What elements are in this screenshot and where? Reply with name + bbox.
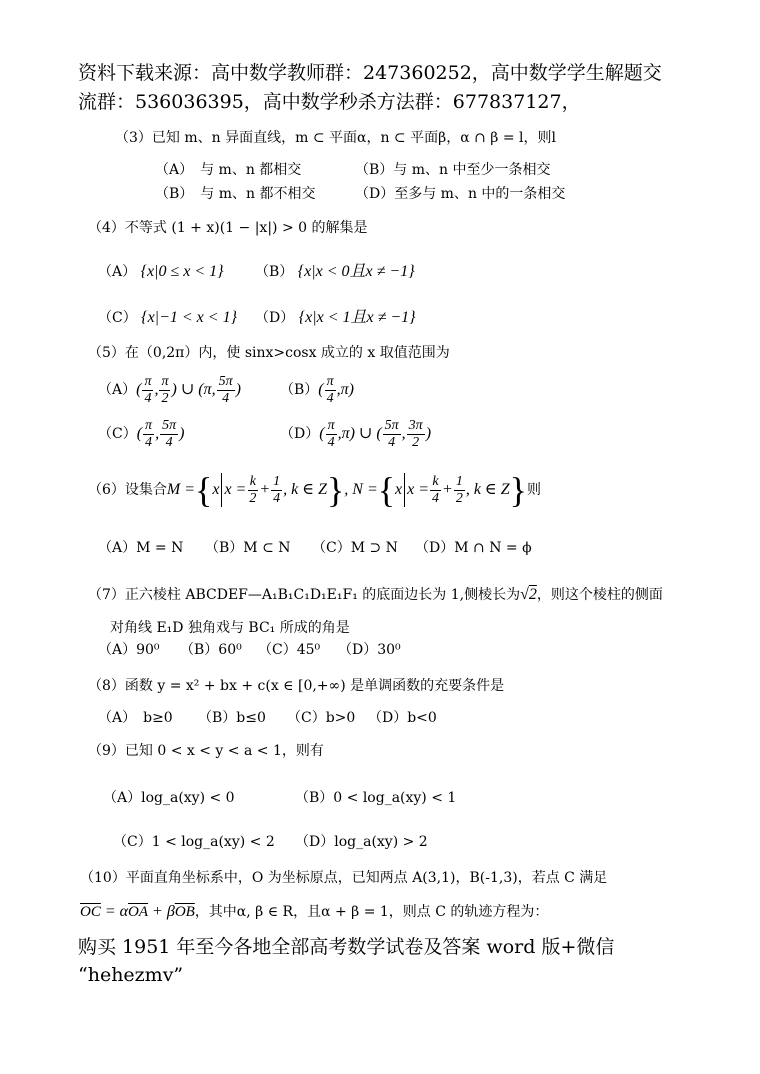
- q4-stem: （4）不等式 (1 + x)(1 − |x|) > 0 的解集是: [88, 220, 368, 236]
- q5-stem: （5）在（0,2π）内，使 sinx>cosx 成立的 x 取值范围为: [88, 345, 450, 361]
- q7-option-c: （C）45⁰: [258, 642, 321, 658]
- q3-option-d: （D）至多与 m、n 中的一条相交: [355, 186, 566, 202]
- q5-option-a: （A）( $\frac{\pi}{4}$ , $\frac{\pi}{2}$ ) ∪ (π, $\frac{5\pi}{4}$ ): [98, 373, 241, 406]
- q6-option-c: （C）M ⊃ N: [312, 540, 398, 556]
- q6-option-a: （A）M = N: [98, 540, 184, 556]
- q6-option-d: （D）M ∩ N = ϕ: [415, 540, 532, 556]
- header-line-2: 流群：536036395，高中数学秒杀方法群：677837127，: [78, 91, 581, 113]
- q6-option-b: （B）M ⊂ N: [205, 540, 291, 556]
- fraction: $\frac{k}{2}$: [249, 473, 257, 506]
- q6-stem-tail: 则: [526, 482, 541, 498]
- q7-option-b: （B）60⁰: [180, 642, 242, 658]
- fraction: $\frac{5\pi}{4}$: [162, 417, 177, 450]
- q8-option-c: （C）b>0: [287, 710, 356, 726]
- q5-option-a-label: （A）: [98, 382, 137, 398]
- fraction: $\frac{1}{4}$: [273, 473, 281, 506]
- q5-option-b: （B）( $\frac{\pi}{4}$ ,π): [280, 373, 354, 406]
- fraction: $\frac{\pi}{2}$: [161, 373, 169, 406]
- q10-stem: （10）平面直角坐标系中，O 为坐标原点，已知两点 A(3,1)，B(-1,3)，若点 C 满足: [80, 870, 608, 886]
- q4-option-b: [255, 262, 415, 282]
- footer-line-1: 购买 1951 年至今各地全部高考数学试卷及答案 word 版+微信: [78, 936, 615, 958]
- q9-option-b: （B）0 < log_a(xy) < 1: [295, 790, 457, 806]
- q9-option-d: （D）log_a(xy) > 2: [295, 834, 428, 850]
- q4-option-d: [255, 308, 416, 328]
- fraction: $\frac{\pi}{4}$: [327, 417, 335, 450]
- q8-option-b: （B）b≤0: [198, 710, 266, 726]
- header-line-1: 资料下载来源：高中数学教师群：247360252，高中数学学生解题交: [78, 62, 662, 84]
- q5-option-d: （D）( $\frac{\pi}{4}$ ,π) ∪ ( $\frac{5\pi}{4}$ , $\frac{3\pi}{2}$ ): [280, 417, 432, 450]
- q6-stem-label: （6）设集合: [88, 482, 167, 498]
- q3-option-b: （B）与 m、n 中至少一条相交: [355, 162, 551, 178]
- fraction: $\frac{\pi}{4}$: [326, 373, 334, 406]
- fraction: $\frac{\pi}{4}$: [145, 417, 153, 450]
- q7-stem-post: ，则这个棱柱的侧面: [536, 587, 663, 603]
- q4-option-c: [98, 308, 237, 328]
- q4-option-a-math: {x|0 ≤ x < 1}: [140, 263, 224, 280]
- fraction: $\frac{3\pi}{2}$: [408, 417, 423, 450]
- q4-option-a-label: （A）: [98, 264, 137, 280]
- q9-option-a: （A）log_a(xy) < 0: [103, 790, 235, 806]
- q7-option-a: （A）90⁰: [98, 642, 160, 658]
- q7-stem-pre: （7）正六棱柱 ABCDEF—A₁B₁C₁D₁E₁F₁ 的底面边长为 1,侧棱长为: [88, 587, 521, 603]
- footer-line-2: “hehezmv”: [78, 964, 184, 986]
- q5-option-b-label: （B）: [280, 382, 319, 398]
- q4-option-b-math: {x|x < 0且x ≠ −1}: [297, 263, 415, 280]
- q3-option-a: （A） 与 m、n 都相交: [155, 162, 302, 178]
- q4-option-c-math: {x|−1 < x < 1}: [141, 309, 237, 326]
- q5-option-c-label: （C）: [98, 426, 137, 442]
- q4-option-d-label: （D）: [255, 310, 295, 326]
- fraction: $\frac{\pi}{4}$: [144, 373, 152, 406]
- q8-stem: （8）函数 y = x² + bx + c(x ∈ [0,+∞) 是单调函数的充要条件是: [88, 678, 505, 694]
- q4-option-a: [98, 262, 224, 282]
- q5-option-c: （C）( $\frac{\pi}{4}$ , $\frac{5\pi}{4}$ ): [98, 417, 185, 450]
- q7-sqrt-value: 2: [528, 586, 537, 603]
- q10-stem-line-2-text: ，其中α, β ∈ R，且α + β = 1，则点 C 的轨迹方程为：: [194, 904, 549, 920]
- q7-option-d: （D）30⁰: [338, 642, 401, 658]
- q3-stem: （3）已知 m、n 异面直线，m ⊂ 平面α，n ⊂ 平面β，α ∩ β = l，则l: [115, 130, 556, 146]
- q7-stem-line-2: 对角线 E₁D 独角戏与 BC₁ 所成的角是: [110, 620, 350, 636]
- q3-option-c: （B） 与 m、n 都不相交: [155, 186, 316, 202]
- q8-option-a: （A） b≥0: [98, 710, 173, 726]
- fraction: $\frac{k}{4}$: [432, 473, 440, 506]
- q9-stem: （9）已知 0 < x < y < a < 1，则有: [88, 743, 324, 759]
- q8-option-d: （D）b<0: [368, 710, 437, 726]
- q5-option-d-label: （D）: [280, 426, 320, 442]
- q4-option-d-math: {x|x < 1且x ≠ −1}: [298, 309, 416, 326]
- q4-option-c-label: （C）: [98, 310, 137, 326]
- q10-stem-line-2: $\overline{OC} = \alpha\overline{OA} + \beta\overline{OB}$，其中α, β ∈ R，且α + β = 1，则点 C 的轨迹方程为：: [80, 903, 549, 920]
- q4-option-b-label: （B）: [255, 264, 294, 280]
- fraction: $\frac{5\pi}{4}$: [384, 417, 399, 450]
- q9-option-c: （C）1 < log_a(xy) < 2: [113, 834, 275, 850]
- fraction: $\frac{5\pi}{4}$: [218, 373, 233, 406]
- q6-stem: （6）设集合M ={x x = $\frac{k}{2}$ + $\frac{1}{4}$ , k ∈ Z}, N ={x x = $\frac{k}{4}$ + $\frac{1}{2}$ , k ∈ Z}则: [88, 470, 541, 510]
- fraction: $\frac{1}{2}$: [455, 473, 463, 506]
- q7-stem: （7）正六棱柱 ABCDEF—A₁B₁C₁D₁E₁F₁ 的底面边长为 1,侧棱长为√2，则这个棱柱的侧面: [88, 586, 663, 603]
